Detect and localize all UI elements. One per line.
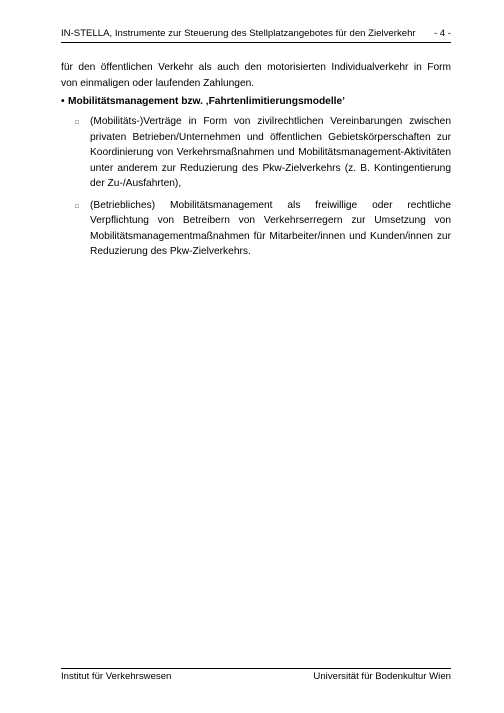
footer-university: Universität für Bodenkultur Wien [313, 671, 451, 682]
intro-line-1: für den öffentlichen Verkehr als auch den motorisierten Individualverkehr in Form [61, 62, 451, 73]
sub-item-text: (Betriebliches) Mobilitätsmanagement als freiwillige oder rechtliche Verpflichtung von Betreibern von Verkehrserregern zur Umsetzung von Mobilitätsmanagementmaßnahmen für Mitarbeiter/innen und Kunden/innen zur Reduzierung des Pkw-Zielverkehrs. [90, 199, 451, 257]
footer-institute: Institut für Verkehrswesen [61, 671, 172, 682]
sub-list-item [75, 114, 451, 192]
bullet-icon: • [61, 96, 65, 107]
page-footer [61, 668, 451, 683]
bullet-item [61, 94, 451, 110]
page-number: - 4 - [433, 28, 451, 39]
page-header [61, 28, 451, 43]
sub-list [75, 114, 451, 266]
header-title: IN-STELLA, Instrumente zur Steuerung des Stellplatzangebotes für den Zielverkehr [61, 28, 416, 39]
sub-item-text: (Mobilitäts-)Verträge in Form von zivilrechtlichen Vereinbarungen zwischen privaten Betrieben/Unternehmen und öffentlichen Gebietskörperschaften zur Koordinierung von Verkehrsmaßnahmen und Mobilitätsmanagement-Aktivitäten unter anderem zur Reduzierung des Pkw-Zielverkehrs (z. B. Kontingentierung der Zu-/Ausfahrten), [90, 116, 451, 189]
bullet-heading-text: Mobilitätsmanagement bzw. ‚Fahrtenlimitierungsmodelle’ [68, 96, 345, 107]
sub-list-item [75, 198, 451, 260]
intro-line-2: von einmaligen oder laufenden Zahlungen. [61, 77, 255, 89]
intro-paragraph [61, 60, 451, 91]
square-bullet-icon: □ [75, 120, 79, 126]
square-bullet-icon: □ [75, 203, 79, 210]
